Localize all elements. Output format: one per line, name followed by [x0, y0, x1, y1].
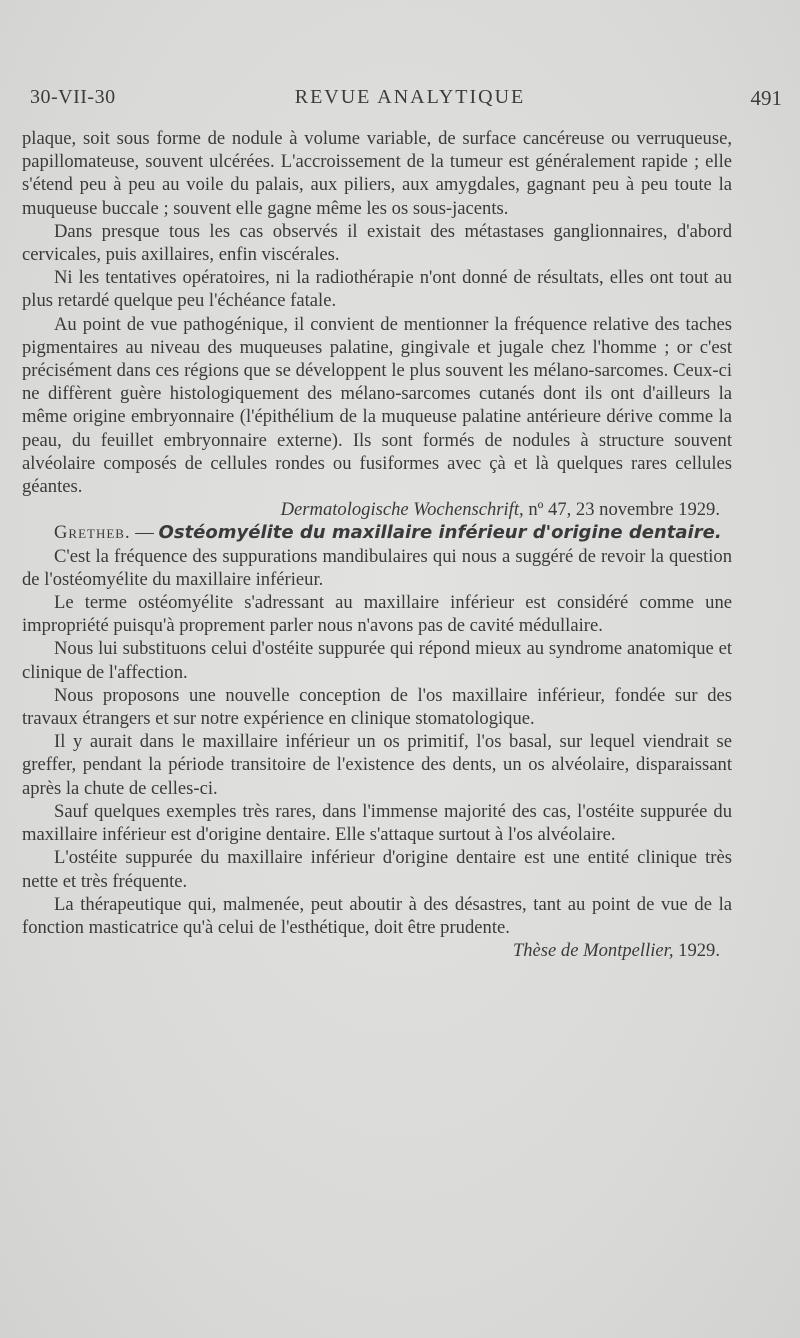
source-thesis: Thèse de Montpellier, [512, 940, 674, 962]
paragraph: La thérapeutique qui, malmenée, peut aboutir à des désastres, tant au point de vue de la fonction masticatrice qu'à celui de l'esthétique, doit être prudente. [22, 893, 732, 938]
paragraph: Le terme ostéomyélite s'adressant au maxillaire inférieur est considéré comme une impropriété puisqu'à proprement parler nous n'avons pas de cavité médullaire. [22, 592, 732, 637]
source-year: 1929. [678, 940, 720, 962]
page-number: 491 [750, 86, 782, 110]
article-source-citation [22, 939, 732, 962]
paragraph: Au point de vue pathogénique, il convient de mentionner la fréquence relative des taches pigmentaires au niveau des muqueuses palatine, gingivale et jugale chez l'homme ; or c'est précisément dans ces régions que se développent le plus souvent les mélano-sarcomes. Ceux-ci ne diffèrent guère histologiquement des mélano-sarcomes cutanés dont ils ont d'ailleurs la même origine embryonnaire (l'épithélium de la muqueuse palatine antérieure dérive comme la peau, du feuillet embryonnaire externe). Ils sont formés de nodules à structure souvent alvéolaire composés de cellules rondes ou fusiformes avec çà et là quelques rares cellules géantes. [22, 313, 732, 498]
heading-dash: — [135, 522, 154, 544]
paragraph: L'ostéite suppurée du maxillaire inférieur d'origine dentaire est une entité clinique très nette et très fréquente. [22, 847, 732, 892]
running-header [30, 86, 790, 116]
article-author: Gretheb. [54, 522, 131, 544]
paragraph: C'est la fréquence des suppurations mandibulaires qui nous a suggéré de revoir la question de l'ostéomyélite du maxillaire inférieur. [22, 545, 732, 590]
paragraph: Il y aurait dans le maxillaire inférieur un os primitif, l'os basal, sur lequel viendrait se greffer, pendant la période transitoire de l'existence des dents, un os alvéolaire, disparaissant après la chute de celles-ci. [22, 731, 732, 799]
source-journal: Dermatologische Wochenschrift, [280, 499, 524, 521]
paragraph: plaque, soit sous forme de nodule à volume variable, de surface cancéreuse ou verruqueuse, papillomateuse, souvent ulcérées. L'accroissement de la tumeur est généralement rapide ; elle s'étend peu à peu au voile du palais, aux piliers, aux amygdales, gagnant peu à peu toute la muqueuse buccale ; souvent elle gagne même les os sous-jacents. [22, 128, 732, 219]
paragraph: Ni les tentatives opératoires, ni la radiothérapie n'ont donné de résultats, elles ont tout au plus retardé quelque peu l'échéance fatale. [22, 267, 732, 312]
article-title: Ostéomyélite du maxillaire inférieur d'origine dentaire. [158, 522, 722, 544]
paragraph: Nous lui substituons celui d'ostéite suppurée qui répond mieux au syndrome anatomique et clinique de l'affection. [22, 638, 732, 683]
article-heading [22, 521, 732, 544]
paragraph: Dans presque tous les cas observés il existait des métastases ganglionnaires, d'abord cervicales, puis axillaires, enfin viscérales. [22, 220, 732, 266]
header-date: 30-VII-30 [30, 86, 116, 108]
paragraph: Sauf quelques exemples très rares, dans l'immense majorité des cas, l'ostéite suppurée du maxillaire inférieur est d'origine dentaire. Elle s'attaque surtout à l'os alvéolaire. [22, 800, 732, 846]
paragraph: Nous proposons une nouvelle conception de l'os maxillaire inférieur, fondée sur des travaux étrangers et sur notre expérience en clinique stomatologique. [22, 684, 732, 730]
header-journal-title: REVUE ANALYTIQUE [294, 86, 526, 108]
body-text [22, 127, 732, 962]
source-citation [22, 498, 732, 521]
source-details: nº 47, 23 novembre 1929. [528, 499, 720, 521]
